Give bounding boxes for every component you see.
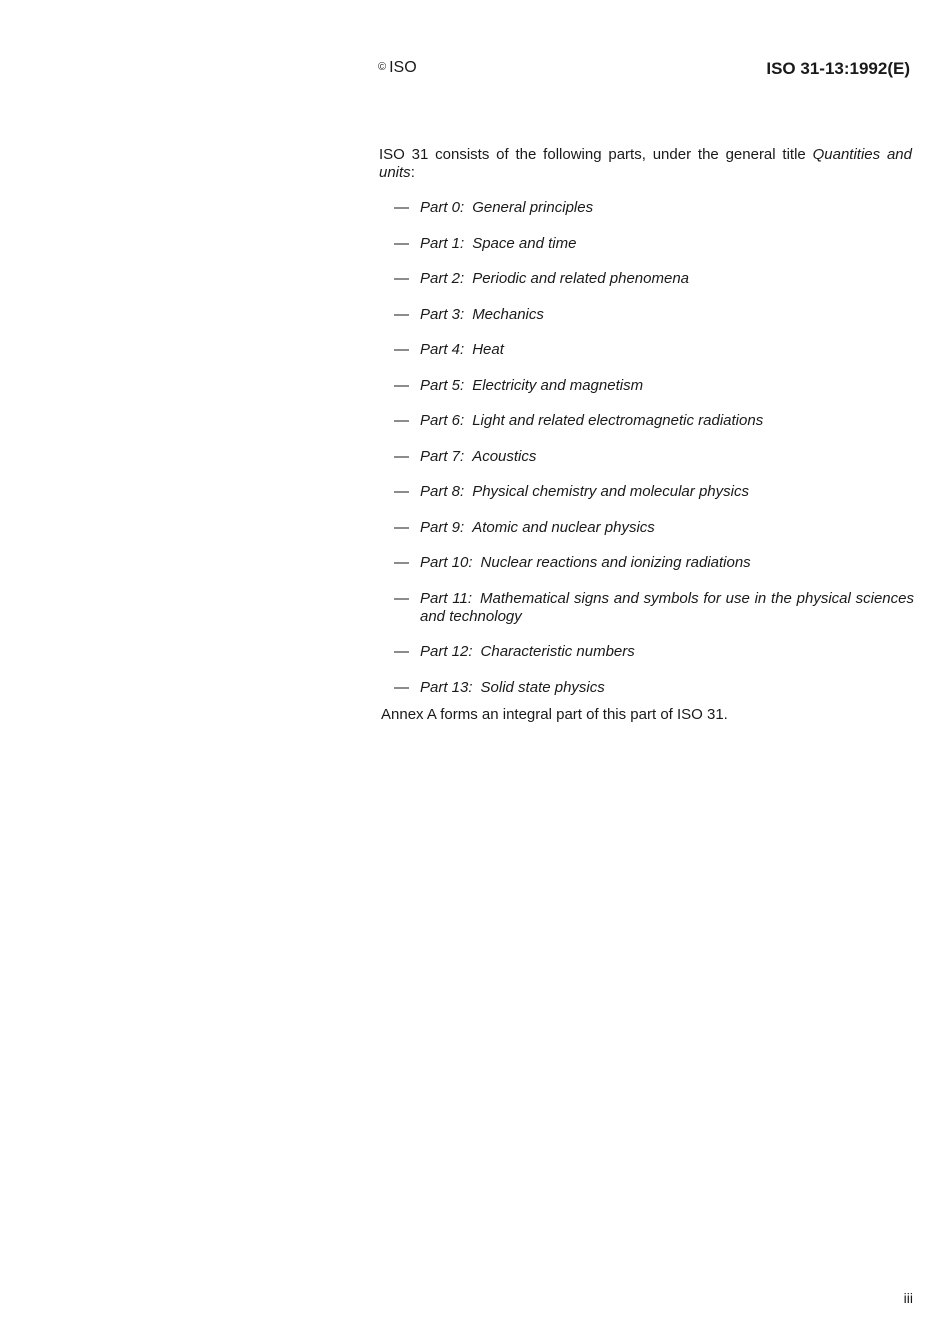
part-title: Periodic and related phenomena [472, 270, 690, 287]
part-number: Part 9: [420, 518, 465, 536]
copyright-holder: ISO [389, 59, 417, 76]
part-number: Part 0: [420, 199, 465, 216]
dash-bullet: — [394, 678, 409, 696]
part-title: Electricity and magnetism [472, 376, 644, 394]
dash-bullet: — [394, 554, 409, 571]
dash-bullet: — [394, 483, 409, 500]
parts-list [394, 199, 914, 714]
part-number: Part 6: [420, 412, 465, 429]
part-title: Heat [472, 341, 504, 358]
document-reference: ISO 31-13:1992(E) [766, 59, 910, 78]
part-number: Part 2: [420, 270, 465, 287]
dash-bullet: — [394, 234, 409, 252]
part-title: Mechanics [472, 305, 544, 323]
dash-bullet: — [394, 589, 409, 607]
list-item [394, 377, 914, 395]
dash-bullet: — [394, 518, 409, 536]
dash-bullet: — [394, 643, 409, 660]
copyright-symbol: © [378, 61, 387, 73]
list-item [394, 341, 914, 359]
intro-colon: : [410, 164, 415, 181]
dash-bullet: — [394, 412, 409, 429]
list-item [394, 306, 914, 324]
intro-paragraph [379, 146, 912, 182]
list-item [394, 483, 914, 501]
part-title: Acoustics [472, 447, 537, 465]
list-item [394, 643, 914, 661]
dash-bullet: — [394, 447, 409, 465]
list-item [394, 679, 914, 697]
general-title: Quantities and units [379, 146, 912, 181]
part-number: Part 1: [420, 234, 465, 252]
part-number: Part 12: [420, 643, 473, 660]
dash-bullet: — [394, 376, 409, 394]
part-title: Characteristic numbers [480, 643, 635, 660]
part-title: General principles [472, 199, 594, 216]
page-number: iii [903, 1290, 913, 1306]
part-number: Part 13: [420, 678, 473, 696]
part-number: Part 7: [420, 447, 465, 465]
list-item [394, 199, 914, 217]
annex-note: Annex A forms an integral part of this part of ISO 31. [381, 706, 728, 723]
part-number: Part 4: [420, 341, 465, 358]
list-item [394, 412, 914, 430]
part-number: Part 10: [420, 554, 473, 571]
part-title: Solid state physics [480, 678, 605, 696]
list-item [394, 448, 914, 466]
part-number: Part 8: [420, 483, 465, 500]
dash-bullet: — [394, 341, 409, 358]
intro-text: ISO 31 consists of the following parts, under the general title [379, 146, 813, 163]
part-number: Part 5: [420, 376, 465, 394]
part-title: Physical chemistry and molecular physics [472, 483, 749, 500]
dash-bullet: — [394, 270, 409, 287]
copyright-header [378, 59, 417, 77]
part-title: Mathematical signs and symbols for use in the physical sciences and technology [420, 589, 914, 625]
dash-bullet: — [394, 305, 409, 323]
list-item [394, 270, 914, 288]
part-title: Nuclear reactions and ionizing radiations [480, 554, 751, 571]
list-item [394, 235, 914, 253]
part-number: Part 3: [420, 305, 465, 323]
part-title: Space and time [472, 234, 577, 252]
list-item [394, 554, 914, 572]
part-number: Part 11: [420, 589, 473, 607]
list-item [394, 519, 914, 537]
list-item [394, 590, 914, 626]
part-title: Light and related electromagnetic radiations [472, 412, 764, 429]
part-title: Atomic and nuclear physics [472, 518, 655, 536]
dash-bullet: — [394, 199, 409, 216]
